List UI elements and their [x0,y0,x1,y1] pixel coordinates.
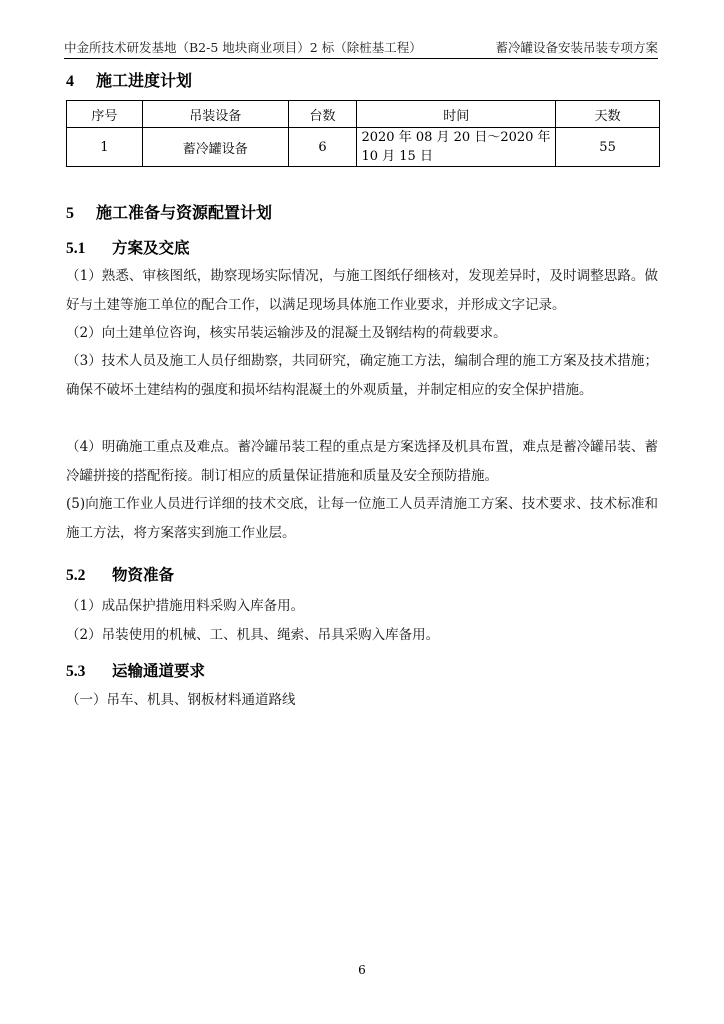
paragraph: （一）吊车、机具、钢板材料通道路线 [66,692,296,708]
header-document-title: 蓄冷罐设备安装吊装专项方案 [495,40,658,55]
section-title: 方案及交底 [112,239,190,257]
paragraph: (5)向施工作业人员进行详细的技术交底，让每一位施工人员弄清施工方案、技术要求、技术标准和施工方法，将方案落实到施工作业层。 [66,496,658,541]
schedule-table [66,100,660,167]
section-number: 4 [66,73,74,90]
section-title: 施工准备与资源配置计划 [96,203,273,222]
section-4-heading [66,68,192,91]
paragraph: （4）明确施工重点及难点。蓄冷罐吊装工程的重点是方案选择及机具布置，难点是蓄冷罐吊装、蓄冷罐拼接的搭配衔接。制订相应的质量保证措施和质量及安全预防措施。 [66,439,658,484]
header-cell-days: 天数 [556,101,660,128]
cell-count: 6 [288,128,357,167]
page-number: 6 [358,963,366,977]
cell-no: 1 [67,128,143,167]
header-cell-count: 台数 [288,101,357,128]
header-cell-time: 时间 [357,101,556,128]
cell-days: 55 [556,128,660,167]
header-cell-equipment: 吊装设备 [142,101,288,128]
section-title: 施工进度计划 [96,71,193,90]
paragraph: （1）成品保护措施用料采购入库备用。 [66,598,305,614]
section-number: 5 [66,205,74,222]
section-title: 运输通道要求 [112,662,206,680]
table-header-row [67,101,660,128]
section-5-heading [66,200,272,223]
section-5-3-heading [66,659,205,681]
page-header [64,38,658,59]
cell-equipment: 蓄冷罐设备 [142,128,288,167]
paragraph: （3）技术人员及施工人员仔细勘察，共同研究，确定施工方法，编制合理的施工方案及技术措施；确保不破坏土建结构的强度和损坏结构混凝土的外观质量，并制定相应的安全保护措施。 [66,353,658,398]
table-row [67,128,660,167]
paragraph: （2）吊装使用的机械、工、机具、绳索、吊具采购入库备用。 [66,627,440,643]
cell-time: 2020 年 08 月 20 日～2020 年 10 月 15 日 [357,128,556,167]
section-number: 5.1 [66,240,86,257]
header-project-title: 中金所技术研发基地（B2-5 地块商业项目）2 标（除桩基工程） [64,40,422,55]
section-5-2-heading [66,563,174,585]
section-number: 5.2 [66,567,86,584]
paragraph: （2）向土建单位咨询，核实吊装运输涉及的混凝土及钢结构的荷载要求。 [66,325,507,341]
section-5-1-heading [66,236,190,258]
header-cell-no: 序号 [67,101,143,128]
section-title: 物资准备 [112,566,175,584]
section-number: 5.3 [66,663,86,680]
paragraph: （1）熟悉、审核图纸，勘察现场实际情况，与施工图纸仔细核对，发现差异时，及时调整思路。做好与土建等施工单位的配合工作，以满足现场具体施工作业要求，并形成文字记录。 [66,268,658,313]
